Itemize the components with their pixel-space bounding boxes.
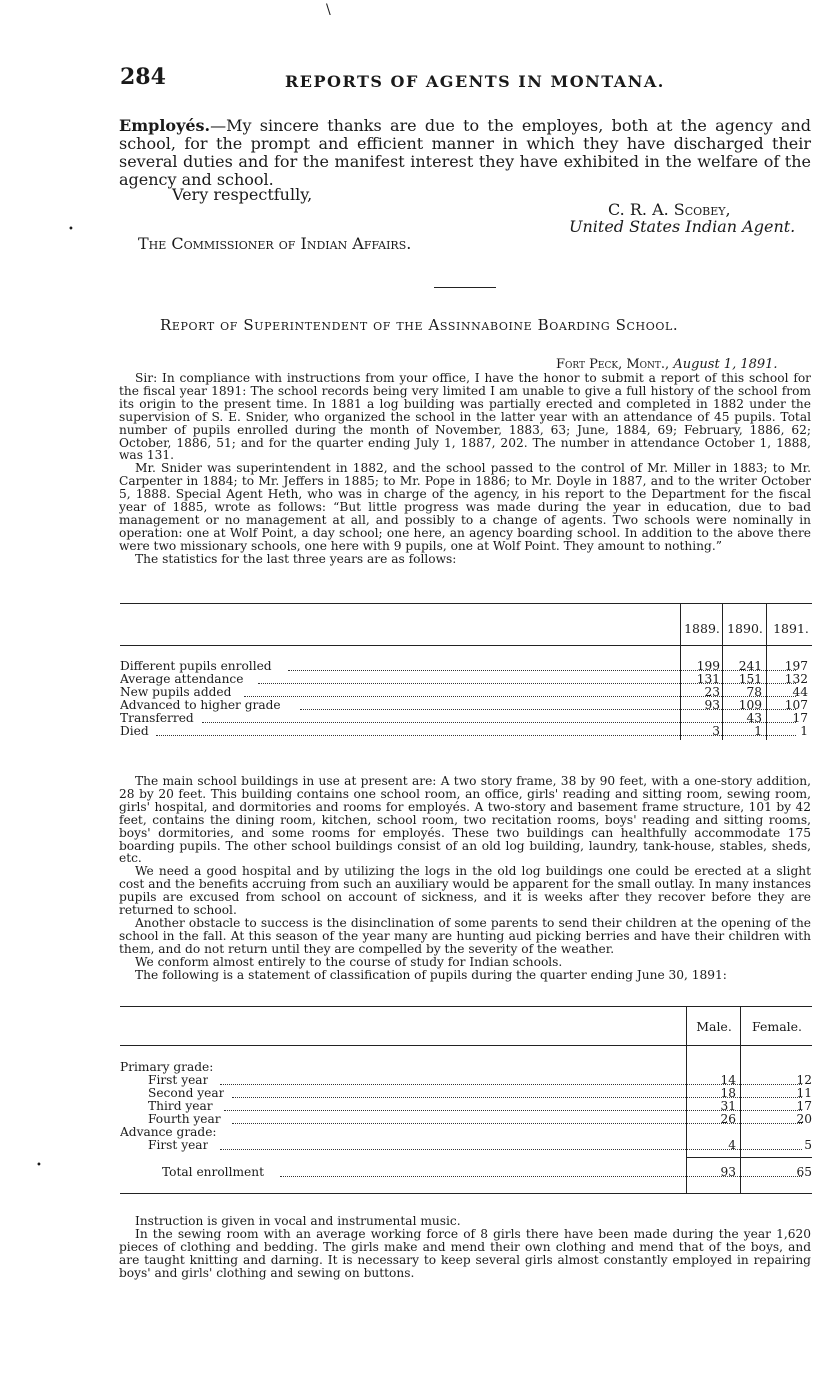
paragraph: The statistics for the last three years are as follows:: [135, 551, 457, 566]
table-rule-top: [120, 603, 812, 604]
running-title: REPORTS OF AGENTS IN MONTANA.: [285, 72, 665, 91]
table-row: Transferred 43 17: [120, 711, 808, 725]
paragraph: The main school buildings in use at present are: A two story frame, 38 by 90 feet, with a one-story addition, 28 by 20 feet. This building contains one school room, an office, girls' reading and sitting room, sewing room, girls' hospital, and dormitories and rooms for employés. A two-story and basement frame structure, 101 by 42 feet, contains the dining room, kitchen, school room, two recitation rooms, boys' reading and sitting rooms, boys' dormitories, and some rooms for employés. These two buildings can healthfully accommodate 175 boarding pupils. The other school buildings consist of an old log building, laundry, tank-house, stables, sheds, etc.: [119, 774, 811, 866]
stray-dot: •: [68, 224, 74, 235]
report-body-3: [119, 1215, 811, 1280]
paragraph: We conform almost entirely to the course of study for Indian schools.: [135, 954, 563, 969]
table-row: Third year 31 17: [148, 1099, 812, 1113]
paragraph: The following is a statement of classification of pupils during the quarter ending June 30, 1891:: [135, 967, 727, 982]
page-number: 284: [120, 64, 166, 90]
stray-mark: \: [326, 2, 331, 18]
report-body-2: [119, 775, 811, 982]
table-row: Fourth year 26 20: [148, 1112, 812, 1126]
paragraph: Instruction is given in vocal and instrumental music.: [135, 1214, 461, 1228]
column-header: Male.: [696, 1019, 732, 1034]
group-label: Advance grade:: [120, 1126, 217, 1139]
signer-title: United States Indian Agent.: [569, 217, 796, 236]
report-body-1: [119, 372, 811, 566]
paragraph: Another obstacle to success is the disinclination of some parents to send their children at the opening of the school in the fall. At this season of the year many are hunting aud picking berries and have their children with them, and do not return until they are compelled by the severity of the weather.: [119, 915, 811, 956]
table-row: Advanced to higher grade 93 109 107: [120, 698, 808, 712]
salutation: Very respectfully,: [172, 185, 313, 204]
table-row: New pupils added 23 78 44: [120, 685, 808, 699]
table-row: Different pupils enrolled 199 241 197: [120, 659, 808, 673]
column-header: Female.: [751, 1019, 803, 1034]
table-row: Second year 18 11: [148, 1086, 812, 1100]
report-title: Report of Superintendent of the Assinnaboine Boarding School.: [160, 316, 679, 334]
stray-dot: •: [36, 1160, 42, 1171]
column-header: 1889.: [684, 621, 720, 636]
table-row: First year 14 12: [148, 1073, 812, 1087]
table-row: Average attendance 131 151 132: [120, 672, 808, 686]
signer: C. R. A. Scobey,: [608, 200, 731, 219]
table-row: Died 3 1 1: [120, 724, 808, 738]
column-header: 1891.: [773, 621, 809, 636]
paragraph: We need a good hospital and by utilizing the logs in the old log buildings one could be erected at a slight cost and the benefits accruing from such an auxiliary would be apparent for the small outlay. In many instances pupils are excused from school on account of sickness, and it is weeks after they recover before they are returned to school.: [119, 864, 811, 918]
table-total-row: Total enrollment 93 65: [162, 1165, 812, 1179]
table-rule-header: [120, 645, 812, 646]
paragraph: Sir: In compliance with instructions from your office, I have the honor to submit a report of this school for the fiscal year 1891: The school records being very limited I am unable to give a full history of the school from its origin to the present time. In 1881 a log building was partially erected and completed in 1882 under the supervision of S. E. Snider, who organized the school in the latter year with an attendance of 45 pupils. Total number of pupils enrolled during the month of November, 1883, 63; June, 1884, 69; February, 1886, 62; October, 1886, 51; and for the quarter ending July 1, 1887, 202. The number in attendance October 1, 1888, was 131.: [119, 371, 811, 463]
section-divider: [434, 287, 496, 288]
paragraph: Mr. Snider was superintendent in 1882, and the school passed to the control of Mr. Miller in 1883; to Mr. Carpenter in 1884; to Mr. Jeffers in 1885; to Mr. Pope in 1886; to Mr. Doyle in 1887, and to the writer October 5, 1888. Special Agent Heth, who was in charge of the agency, in his report to the Department for the fiscal year of 1885, wrote as follows: “But little progress was made during the year in education, due to bad management or no management at all, and possibly to a change of agents. Two schools were nominally in operation: one at Wolf Point, a day school; one here, an agency boarding school. In addition to the above there were two missionary schools, one here with 9 pupils, one at Wolf Point. They amount to nothing.”: [119, 461, 811, 553]
addressee: The Commissioner of Indian Affairs.: [138, 234, 412, 253]
group-label: Primary grade:: [120, 1061, 214, 1074]
employes-heading: Employés.: [119, 116, 211, 135]
employes-paragraph: Employés.—My sincere thanks are due to the employes, both at the agency and school, for the prompt and efficient manner in which they have discharged their several duties and for the manifest interest they have exhibited in the welfare of the agency and school.: [119, 116, 811, 189]
paragraph: In the sewing room with an average working force of 8 girls there have been made during the year 1,620 pieces of clothing and bedding. The girls make and mend their own clothing and mend that of the boys, and are taught knitting and darning. It is necessary to keep several girls almost constantly employed in repairing boys' and girls' clothing and sewing on buttons.: [119, 1226, 811, 1280]
table-row: First year 4 5: [148, 1138, 812, 1152]
dateline: Fort Peck, Mont., August 1, 1891.: [556, 357, 778, 372]
column-header: 1890.: [727, 621, 763, 636]
